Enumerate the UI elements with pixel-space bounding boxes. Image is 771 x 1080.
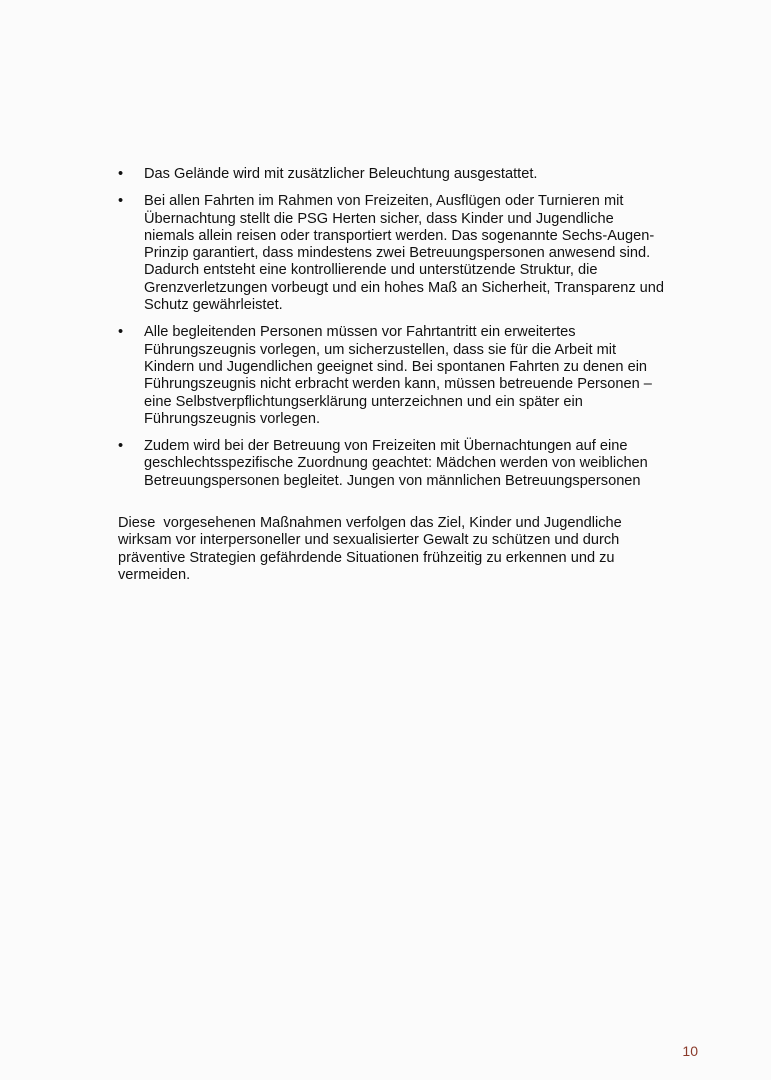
bullet-text-line: Führungszeugnis vorlegen, um sicherzustellen, dass sie für die Arbeit mit: [144, 341, 617, 358]
bullet-text-line: Prinzip garantiert, dass mindestens zwei Betreuungspersonen anwesend sind.: [144, 245, 651, 262]
bullet-text-line: Das Gelände wird mit zusätzlicher Beleuchtung ausgestattet.: [144, 166, 538, 182]
bullet-icon: •: [118, 193, 124, 210]
bullet-text-line: Dadurch entsteht eine kontrollierende und unterstützende Struktur, die: [144, 262, 598, 279]
bullet-text-line: Bei allen Fahrten im Rahmen von Freizeiten, Ausflügen oder Turnieren mit: [144, 193, 624, 210]
bullet-item-gender-specific-care: [118, 438, 708, 490]
bullet-text-line: Grenzverletzungen vorbeugt und ein hohes Maß an Sicherheit, Transparenz und: [144, 279, 665, 296]
bullet-text-line: Übernachtung stellt die PSG Herten sicher, dass Kinder und Jugendliche: [144, 210, 614, 227]
bullet-text-line: Kindern und Jugendlichen geeignet sind. Bei spontanen Fahrten zu denen ein: [144, 358, 648, 375]
bullet-item-background-check: [118, 324, 708, 428]
bullet-text-line: eine Selbstverpflichtungserklärung unterzeichnen und ein später ein: [144, 393, 583, 410]
page-number: 10: [682, 1043, 698, 1059]
bullet-icon: •: [118, 438, 124, 455]
paragraph-line: präventive Strategien gefährdende Situationen frühzeitig zu erkennen und zu: [118, 549, 615, 566]
bullet-item-lighting: [118, 166, 708, 183]
closing-paragraph: [118, 515, 708, 584]
bullet-item-six-eyes-principle: [118, 193, 708, 314]
bullet-text-line: Zudem wird bei der Betreuung von Freizeiten mit Übernachtungen auf eine: [144, 438, 628, 455]
bullet-list: [118, 166, 708, 500]
bullet-text-line: Betreuungspersonen begleitet. Jungen von männlichen Betreuungspersonen: [144, 472, 641, 489]
bullet-text-line: Führungszeugnis vorlegen.: [144, 410, 321, 427]
paragraph-line: Diese vorgesehenen Maßnahmen verfolgen das Ziel, Kinder und Jugendliche: [118, 515, 622, 531]
bullet-text-line: niemals allein reisen oder transportiert werden. Das sogenannte Sechs-Augen-: [144, 227, 655, 244]
paragraph-line: vermeiden.: [118, 566, 191, 583]
paragraph-line: wirksam vor interpersoneller und sexualisierter Gewalt zu schützen und durch: [118, 532, 620, 549]
bullet-text-line: Führungszeugnis nicht erbracht werden kann, müssen betreuende Personen –: [144, 376, 652, 393]
bullet-text-line: geschlechtsspezifische Zuordnung geachtet: Mädchen werden von weiblichen: [144, 455, 648, 472]
bullet-icon: •: [118, 166, 124, 182]
bullet-text-line: Schutz gewährleistet.: [144, 297, 283, 314]
bullet-text-line: Alle begleitenden Personen müssen vor Fahrtantritt ein erweitertes: [144, 324, 576, 341]
bullet-icon: •: [118, 324, 124, 341]
